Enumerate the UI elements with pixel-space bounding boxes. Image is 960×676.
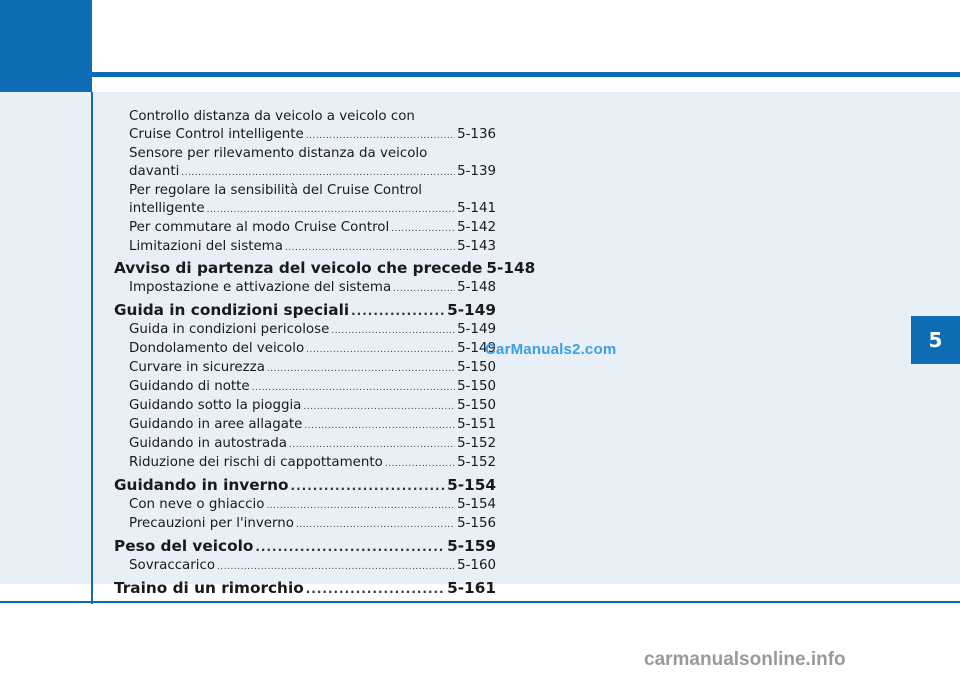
toc-subsection-entry[interactable] (114, 416, 496, 435)
dot-leader (296, 516, 455, 534)
toc-entry-label: Guidando sotto la pioggia (129, 398, 302, 413)
toc-entry-label: Cruise Control intelligente (129, 127, 304, 142)
toc-page-number: 5-150 (457, 398, 496, 413)
footer-rule (0, 601, 960, 603)
dot-leader (331, 322, 455, 340)
toc-entry-row (114, 300, 496, 321)
toc-entry-row (129, 279, 496, 298)
toc-entry-label: Limitazioni del sistema (129, 239, 283, 254)
toc-page-number: 5-151 (457, 417, 496, 432)
toc-entry-row (129, 416, 496, 435)
toc-entry-title-line: Sensore per rilevamento distanza da veicolo (129, 146, 428, 161)
dot-leader (303, 398, 455, 416)
toc-page-number: 5-149 (457, 341, 496, 356)
dot-leader (181, 164, 455, 182)
toc-entry-row (129, 378, 496, 397)
toc-entry-row (129, 397, 496, 416)
toc-section-entry[interactable] (114, 473, 496, 496)
toc-entry-label: Avviso di partenza del veicolo che precede (114, 259, 483, 277)
dot-leader (306, 127, 455, 145)
toc-section-entry[interactable] (114, 257, 536, 279)
dot-leader (304, 417, 455, 435)
toc-page-number: 5-143 (457, 239, 496, 254)
watermark-logo: CarManuals2.com (485, 341, 617, 358)
toc-entry-row (129, 321, 496, 340)
toc-subsection-entry[interactable] (114, 397, 496, 416)
toc-subsection-entry[interactable] (114, 321, 496, 340)
toc-entry-row (129, 238, 496, 257)
toc-page-number: 5-148 (486, 259, 536, 277)
dot-leader (267, 360, 455, 378)
toc-subsection-entry[interactable] (114, 454, 496, 473)
toc-entry-label: Guidando in aree allagate (129, 417, 303, 432)
toc-page-number: 5-154 (447, 476, 496, 494)
toc-entry-row (129, 557, 496, 576)
toc-entry-row (114, 475, 496, 496)
dot-leader (306, 579, 445, 599)
toc-subsection-entry[interactable] (114, 435, 496, 454)
toc-entry-row (129, 359, 496, 378)
toc-entry-row (129, 200, 496, 219)
toc-entry-title-line: Per regolare la sensibilità del Cruise Control (129, 183, 422, 198)
toc-subsection-entry[interactable] (114, 359, 496, 378)
toc-page-number: 5-152 (457, 455, 496, 470)
toc-entry-row (114, 536, 496, 557)
toc-page-number: 5-156 (457, 516, 496, 531)
toc-page-number: 5-149 (447, 301, 496, 319)
dot-leader (207, 201, 456, 219)
toc-page-number: 5-139 (457, 164, 496, 179)
toc-subsection-entry[interactable] (114, 108, 496, 145)
toc-entry-row (129, 219, 496, 238)
toc-entry-row (129, 340, 496, 359)
dot-leader (291, 476, 446, 496)
toc-entry-label: Guidando in autostrada (129, 436, 287, 451)
toc-section-entry[interactable] (114, 534, 496, 557)
dot-leader (252, 379, 455, 397)
toc-entry-label: Sovraccarico (129, 558, 216, 573)
toc-entry-label: Traino di un rimorchio (114, 579, 304, 597)
dot-leader (393, 280, 455, 298)
toc-page-number: 5-154 (457, 497, 496, 512)
dot-leader (266, 497, 455, 515)
toc-entry-label: Riduzione dei rischi di cappottamento (129, 455, 383, 470)
toc-subsection-entry[interactable] (114, 340, 496, 359)
dot-leader (391, 220, 455, 238)
toc-subsection-entry[interactable] (114, 557, 496, 576)
toc-entry-row (129, 163, 496, 182)
toc-entry-label: Dondolamento del veicolo (129, 341, 305, 356)
margin-rule (91, 92, 93, 604)
toc-subsection-entry[interactable] (114, 515, 496, 534)
dot-leader (255, 537, 445, 557)
toc-subsection-entry[interactable] (114, 279, 496, 298)
toc-page-number: 5-161 (447, 579, 496, 597)
toc-section-entry[interactable] (114, 576, 496, 599)
toc-entry-label: Guida in condizioni speciali (114, 301, 350, 319)
toc-subsection-entry[interactable] (114, 496, 496, 515)
toc-entry-title-line: Controllo distanza da veicolo a veicolo con (129, 109, 415, 124)
toc-page-number: 5-141 (457, 201, 496, 216)
toc-entry-label: davanti (129, 164, 180, 179)
toc-page-number: 5-160 (457, 558, 496, 573)
toc-entry-label: Con neve o ghiaccio (129, 497, 265, 512)
toc-page-number: 5-148 (457, 280, 496, 295)
toc-page-number: 5-150 (457, 360, 496, 375)
toc-entry-label: Curvare in sicurezza (129, 360, 265, 375)
toc-entry-label: Per commutare al modo Cruise Control (129, 220, 390, 235)
chapter-tab[interactable]: 5 (911, 316, 960, 364)
toc-subsection-entry[interactable] (114, 219, 496, 238)
dot-leader (289, 436, 455, 454)
toc-page-number: 5-136 (457, 127, 496, 142)
toc-page-number: 5-149 (457, 322, 496, 337)
toc-entry-label: intelligente (129, 201, 205, 216)
toc-entry-label: Peso del veicolo (114, 537, 254, 555)
footer-watermark: carmanualsonline.info (644, 649, 846, 670)
toc-entry-label: Guidando in inverno (114, 476, 289, 494)
toc-entry-label: Guidando di notte (129, 379, 250, 394)
toc-entry-row (129, 496, 496, 515)
dot-leader (217, 558, 455, 576)
table-of-contents (114, 108, 536, 599)
dot-leader (285, 239, 455, 257)
toc-entry-row (129, 435, 496, 454)
toc-entry-row (129, 126, 496, 145)
toc-page-number: 5-150 (457, 379, 496, 394)
toc-subsection-entry[interactable] (114, 378, 496, 397)
toc-entry-label: Precauzioni per l'inverno (129, 516, 294, 531)
toc-entry-row (114, 578, 496, 599)
dot-leader (351, 301, 445, 321)
header-rule (92, 72, 960, 77)
toc-subsection-entry[interactable] (114, 182, 496, 219)
dot-leader (306, 341, 455, 359)
toc-page-number: 5-152 (457, 436, 496, 451)
toc-entry-row (114, 258, 536, 279)
toc-entry-label: Guida in condizioni pericolose (129, 322, 330, 337)
toc-subsection-entry[interactable] (114, 238, 496, 257)
toc-entry-row (129, 454, 496, 473)
toc-entry-label: Impostazione e attivazione del sistema (129, 280, 392, 295)
toc-page-number: 5-142 (457, 220, 496, 235)
dot-leader (385, 455, 455, 473)
toc-subsection-entry[interactable] (114, 145, 496, 182)
corner-block (0, 0, 92, 92)
toc-page-number: 5-159 (447, 537, 496, 555)
toc-section-entry[interactable] (114, 298, 496, 321)
toc-entry-row (129, 515, 496, 534)
